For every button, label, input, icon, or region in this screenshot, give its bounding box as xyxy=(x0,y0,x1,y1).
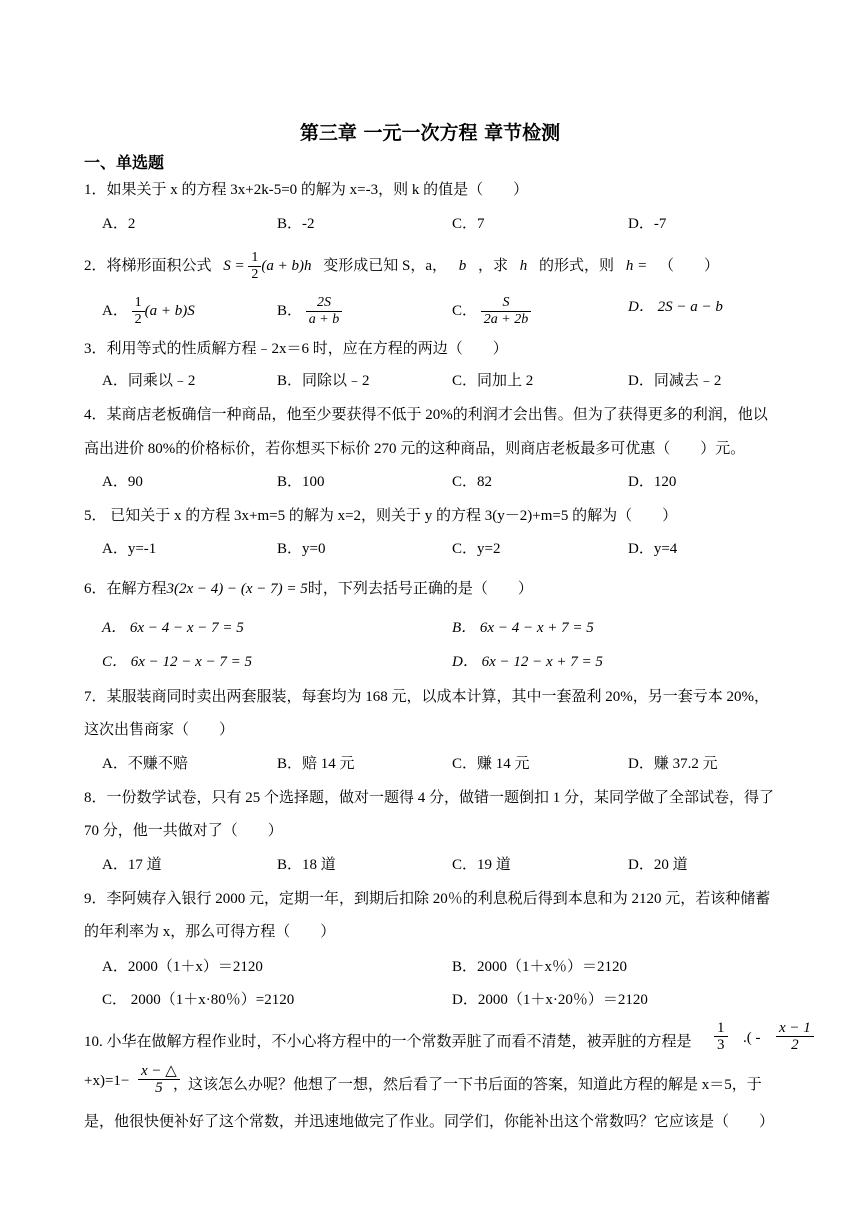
q1-option-b: B．-2 xyxy=(277,216,315,232)
q10-mid-text: .( - xyxy=(743,1030,761,1046)
question-9-line-1: 9．李阿姨存入银行 2000 元，定期一年，到期后扣除 20％的利息税后得到本息和为 2120 元，若该种储蓄 xyxy=(84,891,771,907)
q9-option-d: D．2000（1＋x·20％）＝2120 xyxy=(452,992,648,1008)
q4-option-b: B．100 xyxy=(277,474,325,490)
question-4-line-2: 高出进价 80%的价格标价，若你想买下标价 270 元的这种商品，则商店老板最多可优惠（ ）元。 xyxy=(84,441,746,457)
question-10-line-1: 10. 小华在做解方程作业时，不小心将方程中的一个常数弄脏了而看不清楚，被弄脏的方程是 xyxy=(84,1034,692,1050)
question-8-line-2: 70 分，他一共做对了（ ） xyxy=(84,823,283,839)
q8-option-a: A．17 道 xyxy=(102,857,162,873)
question-10-line-2-start: +x)=1− xyxy=(84,1073,130,1089)
q10-fraction-x-minus-1: $\frac{x - 1}{2}$ xyxy=(776,1020,814,1053)
page-title: 第三章 一元一次方程 章节检测 xyxy=(299,122,561,144)
q6-equation: 3(2x − 4) − (x − 7) = 5 xyxy=(166,581,308,597)
q9-option-b: B．2000（1＋x％）＝2120 xyxy=(452,959,628,975)
q7-option-a: A．不赚不赔 xyxy=(102,756,188,772)
q5-option-c: C．y=2 xyxy=(452,541,501,557)
question-8-line-1: 8．一份数学试卷，只有 25 个选择题，做对一题得 4 分，做错一题倒扣 1 分，某同学做了全部试卷，得了 xyxy=(84,790,775,806)
question-5-stem: 5． 已知关于 x 的方程 3x+m=5 的解为 x=2，则关于 y 的方程 3(y－2)+m=5 的解为（ ） xyxy=(84,508,678,524)
q10-fraction-one-third: $\frac{1}{3}$ xyxy=(714,1020,728,1053)
q3-option-b: B．同除以﹣2 xyxy=(277,373,370,389)
q10-fraction-x-minus-triangle: $\frac{x - \triangle}{5}$ xyxy=(138,1063,180,1096)
question-7-line-1: 7．某服装商同时卖出两套服装，每套均为 168 元，以成本计算，其中一套盈利 20%，另一套亏本 20%， xyxy=(84,689,769,705)
question-9-line-2: 的年利率为 x，那么可得方程（ ） xyxy=(84,924,336,940)
q2-option-a: A． $\frac{1}{2}$ (a + b)S xyxy=(102,295,195,327)
q3-option-a: A．同乘以﹣2 xyxy=(102,373,196,389)
q2-option-d: D． 2S − a − b xyxy=(628,299,723,315)
q6-option-b: B． 6x − 4 − x + 7 = 5 xyxy=(452,620,594,636)
q4-option-c: C．82 xyxy=(452,474,493,490)
question-7-line-2: 这次出售商家（ ） xyxy=(84,722,235,738)
q2-option-c: C． $\frac{S}{2a + 2b}$ xyxy=(452,295,531,328)
question-2-stem: 2．将梯形面积公式 S = $\frac{1}{2}$ (a + b)h 变形成已知 S，a， b ，求 h 的形式，则 h = （ ） xyxy=(84,250,719,282)
q4-option-a: A．90 xyxy=(102,474,143,490)
q8-option-b: B．18 道 xyxy=(277,857,336,873)
q3-option-c: C．同加上 2 xyxy=(452,373,534,389)
q1-option-d: D．-7 xyxy=(628,216,667,232)
q6-option-c: C． 6x − 12 − x − 7 = 5 xyxy=(102,654,253,670)
question-10-line-3: 是，他很快便补好了这个常数，并迅速地做完了作业。同学们，你能补出这个常数吗？它应该是（ ） xyxy=(84,1114,775,1130)
q9-option-c: C． 2000（1＋x·80％）=2120 xyxy=(102,992,295,1008)
q2-option-b: B． $\frac{2S}{a + b}$ xyxy=(277,295,342,328)
q7-option-b: B．赔 14 元 xyxy=(277,756,355,772)
q5-option-a: A．y=-1 xyxy=(102,541,157,557)
q1-option-c: C．7 xyxy=(452,216,485,232)
q9-option-a: A．2000（1＋x）＝2120 xyxy=(102,959,263,975)
q3-option-d: D．同减去﹣2 xyxy=(628,373,722,389)
question-6-stem: 6．在解方程3(2x − 4) − (x − 7) = 5时，下列去括号正确的是（ ） xyxy=(84,581,533,597)
question-4-line-1: 4．某商店老板确信一种商品，他至少要获得不低于 20%的利润才会出售。但为了获得更多的利润，他以 xyxy=(84,407,768,423)
section-heading: 一、单选题 xyxy=(84,153,165,172)
q7-option-c: C．赚 14 元 xyxy=(452,756,530,772)
q5-option-d: D．y=4 xyxy=(628,541,678,557)
q6-option-a: A． 6x − 4 − x − 7 = 5 xyxy=(102,620,244,636)
q8-option-c: C．19 道 xyxy=(452,857,511,873)
q8-option-d: D．20 道 xyxy=(628,857,688,873)
question-10-line-2-end: ，这该怎么办呢？他想了一想，然后看了一下书后面的答案，知道此方程的解是 x＝5，于 xyxy=(173,1077,762,1093)
question-1-stem: 1．如果关于 x 的方程 3x+2k-5=0 的解为 x=-3，则 k 的值是（ ） xyxy=(84,182,529,198)
q1-option-a: A．2 xyxy=(102,216,136,232)
q6-option-d: D． 6x − 12 − x + 7 = 5 xyxy=(452,654,603,670)
q4-option-d: D．120 xyxy=(628,474,677,490)
question-3-stem: 3．利用等式的性质解方程﹣2x＝6 时，应在方程的两边（ ） xyxy=(84,341,508,357)
q7-option-d: D．赚 37.2 元 xyxy=(628,756,718,772)
q5-option-b: B．y=0 xyxy=(277,541,326,557)
